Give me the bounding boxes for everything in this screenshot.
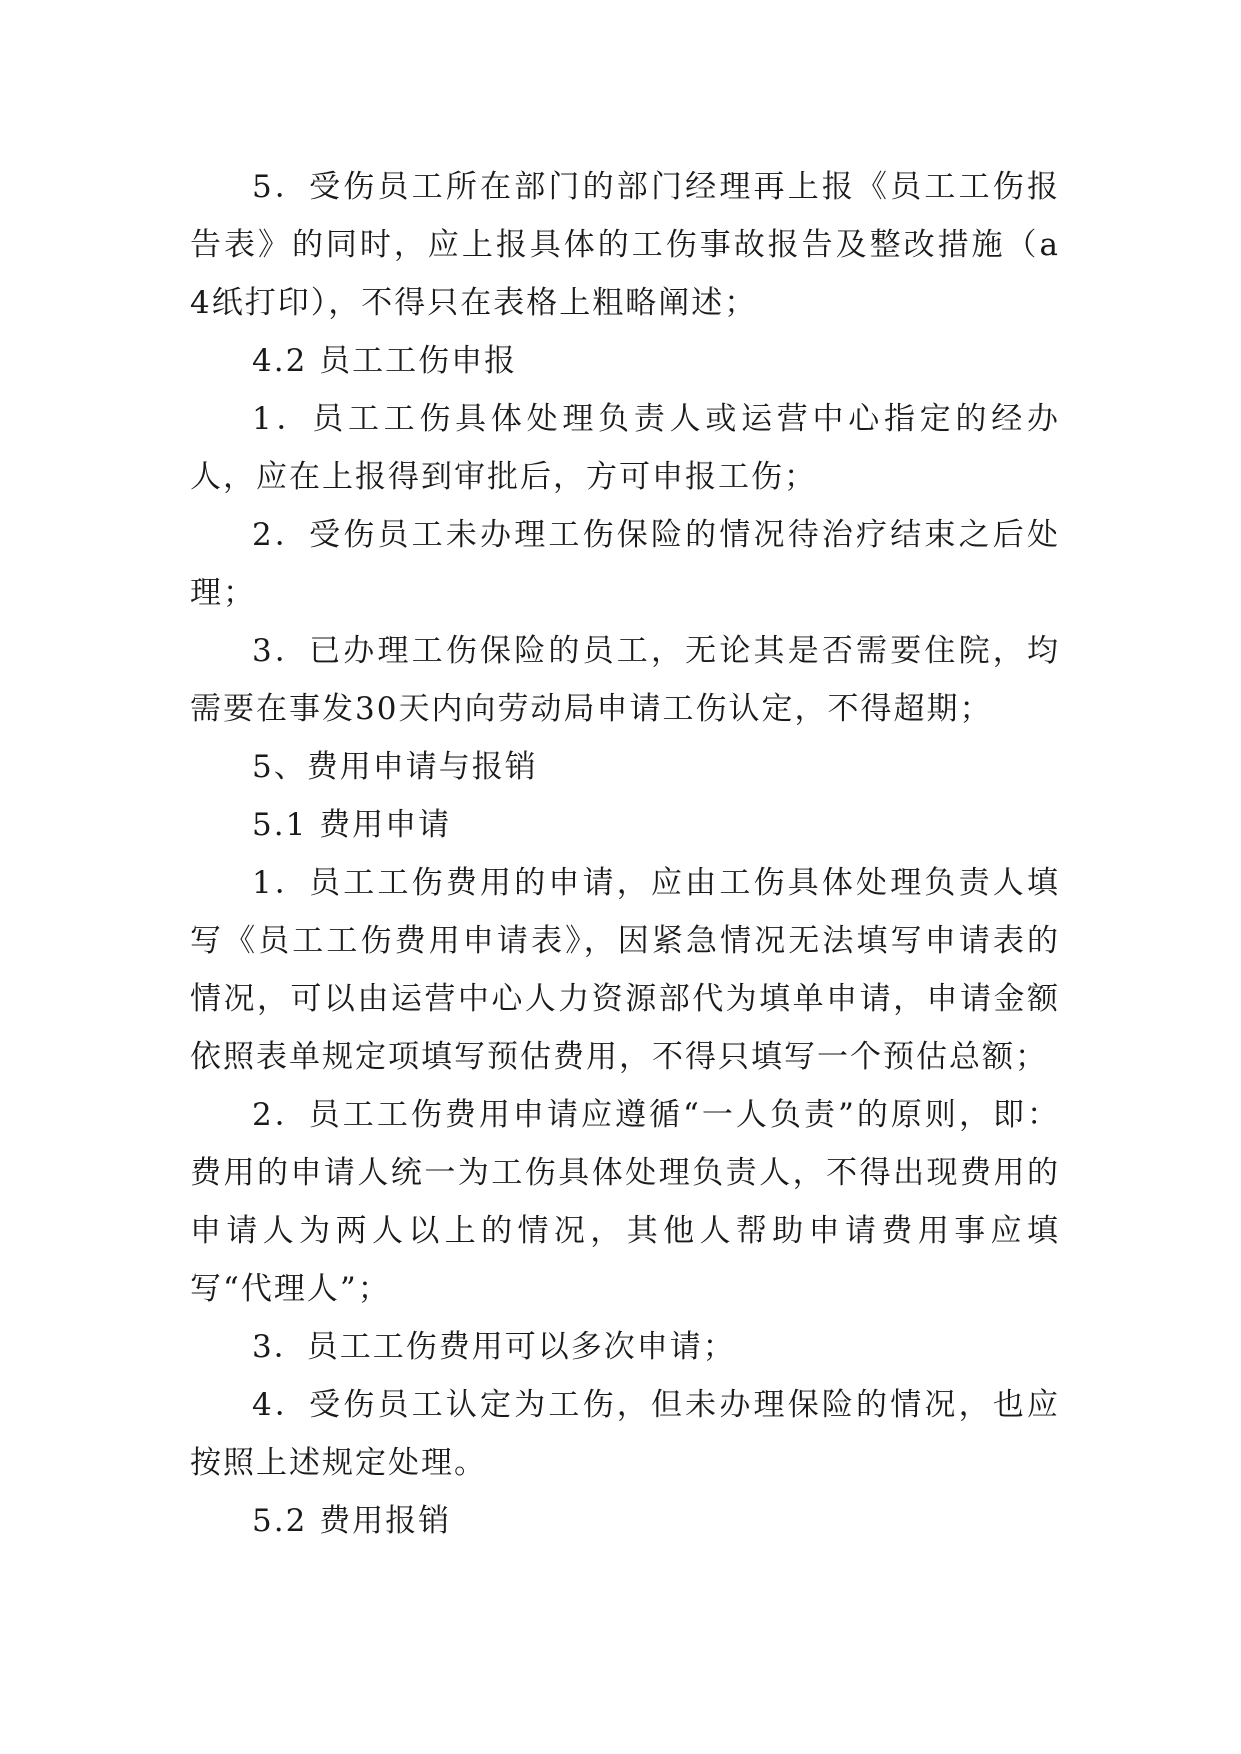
section-heading-4-2: 4.2 员工工伤申报 (252, 343, 518, 379)
paragraph-uninsured-rule: 4．受伤员工认定为工伤，但未办理保险的情况，也应按照上述规定处理。 (190, 1387, 1060, 1481)
paragraph-multiple-applications: 3．员工工伤费用可以多次申请； (252, 1329, 736, 1365)
section-heading-5-2: 5.2 费用报销 (252, 1503, 452, 1539)
paragraph-one-person-responsible: 2．员工工伤费用申请应遵循“一人负责”的原则，即：费用的申请人统一为工伤具体处理负责人，不得出现费用的申请人为两人以上的情况，其他人帮助申请费用事应填写“代理人”； (190, 1097, 1060, 1307)
document-body (190, 158, 1060, 1550)
section-heading-5: 5、费用申请与报销 (252, 749, 538, 785)
paragraph-declare-approval: 1．员工工伤具体处理负责人或运营中心指定的经办人，应在上报得到审批后，方可申报工伤； (190, 401, 1060, 495)
section-heading-5-1: 5.1 费用申请 (252, 807, 452, 843)
paragraph-report-requirement: 5．受伤员工所在部门的部门经理再上报《员工工伤报告表》的同时，应上报具体的工伤事故报告及整改措施（a 4纸打印），不得只在表格上粗略阐述； (190, 169, 1060, 321)
paragraph-fee-application-form: 1．员工工伤费用的申请，应由工伤具体处理负责人填写《员工工伤费用申请表》，因紧急情况无法填写申请表的情况，可以由运营中心人力资源部代为填单申请，申请金额依照表单规定项填写预估费用，不得只填写一个预估总额； (190, 865, 1060, 1075)
paragraph-uninsured-treatment: 2．受伤员工未办理工伤保险的情况待治疗结束之后处理； (190, 517, 1060, 611)
paragraph-insured-30-days: 3．已办理工伤保险的员工，无论其是否需要住院，均需要在事发30天内向劳动局申请工伤认定，不得超期； (190, 633, 1060, 727)
